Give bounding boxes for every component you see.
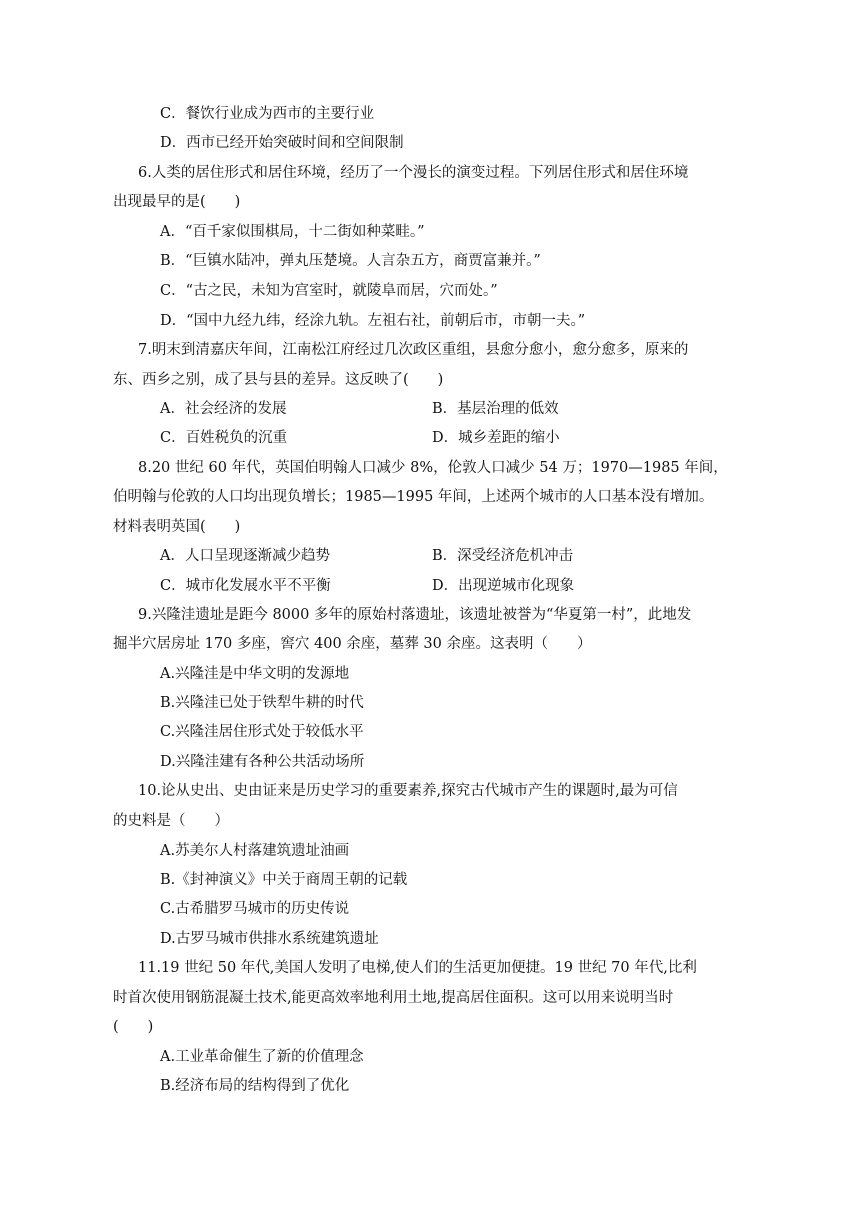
q6-option-a: A．“百千家似围棋局，十二街如种菜畦。” [160,224,425,240]
q10-stem-line-2: 的史料是（ ） [113,813,229,829]
q11-stem-line-2: 时首次使用钢筋混凝土技术,能更高效率地利用土地,提高居住面积。这可以用来说明当时 [113,990,674,1006]
q8-stem-line-3: 材料表明英国( ) [113,519,241,535]
q8-stem-line-2: 伯明翰与伦敦的人口均出现负增长；1985—1995 年间，上述两个城市的人口基本没有增加。 [113,489,714,505]
q8-option-c: C．城市化发展水平不平衡 [160,578,331,594]
q5-option-c: C．餐饮行业成为西市的主要行业 [160,106,375,122]
q10-option-a: A.苏美尔人村落建筑遗址油画 [160,843,350,859]
q7-stem-line-2: 东、西乡之别，成了县与县的差异。这反映了( ) [113,372,444,388]
q9-option-d: D.兴隆洼建有各种公共活动场所 [160,754,365,770]
q9-option-b: B.兴隆洼已处于铁犁牛耕的时代 [160,695,364,711]
q10-option-c: C.古希腊罗马城市的历史传说 [160,901,350,917]
q9-option-c: C.兴隆洼居住形式处于较低水平 [160,724,364,740]
q6-option-d: D．“国中九经九纬，经涂九轨。左祖右社，前朝后市，市朝一夫。” [160,313,586,329]
q9-stem-line-2: 掘半穴居房址 170 多座，窖穴 400 余座，墓葬 30 余座。这表明（ ） [113,636,592,652]
q11-stem-line-3: ( ) [113,1019,154,1035]
q7-option-d: D．城乡差距的缩小 [432,430,560,446]
q8-option-b: B．深受经济危机冲击 [432,548,574,564]
q7-option-c: C．百姓税负的沉重 [160,430,288,446]
q10-option-b: B.《封神演义》中关于商周王朝的记载 [160,872,408,888]
q11-option-b: B.经济布局的结构得到了优化 [160,1078,350,1094]
q9-stem-line-1: 9.兴隆洼遗址是距今 8000 多年的原始村落遗址，该遗址被誉为“华夏第一村”，此地发 [138,607,692,623]
q6-stem-line-1: 6.人类的居住形式和居住环境，经历了一个漫长的演变过程。下列居住形式和居住环境 [138,165,689,181]
q9-option-a: A.兴隆洼是中华文明的发源地 [160,666,350,682]
q5-option-d: D．西市已经开始突破时间和空间限制 [160,135,404,151]
q8-stem-line-1: 8.20 世纪 60 年代，英国伯明翰人口减少 8%，伦敦人口减少 54 万；1970—1985 年间， [138,460,728,476]
q7-option-a: A．社会经济的发展 [160,401,287,417]
q8-option-d: D．出现逆城市化现象 [432,578,575,594]
q6-stem-line-2: 出现最早的是( ) [113,194,241,210]
q7-stem-line-1: 7.明末到清嘉庆年间，江南松江府经过几次政区重组，县愈分愈小，愈分愈多，原来的 [138,342,689,358]
q7-option-b: B．基层治理的低效 [432,401,559,417]
q6-option-b: B．“巨镇水陆冲，弹丸压楚境。人言杂五方，商贾富兼并。” [160,253,541,269]
q10-option-d: D.古罗马城市供排水系统建筑遗址 [160,931,379,947]
q10-stem-line-1: 10.论从史出、史由证来是历史学习的重要素养,探究古代城市产生的课题时,最为可信 [138,783,678,799]
q8-option-a: A．人口呈现逐渐减少趋势 [160,548,330,564]
q11-option-a: A.工业革命催生了新的价值理念 [160,1049,364,1065]
q11-stem-line-1: 11.19 世纪 50 年代,美国人发明了电梯,使人们的生活更加便捷。19 世纪 70 年代,比利 [138,960,697,976]
q6-option-c: C．“古之民，未知为宫室时，就陵阜而居，穴而处。” [160,283,498,299]
